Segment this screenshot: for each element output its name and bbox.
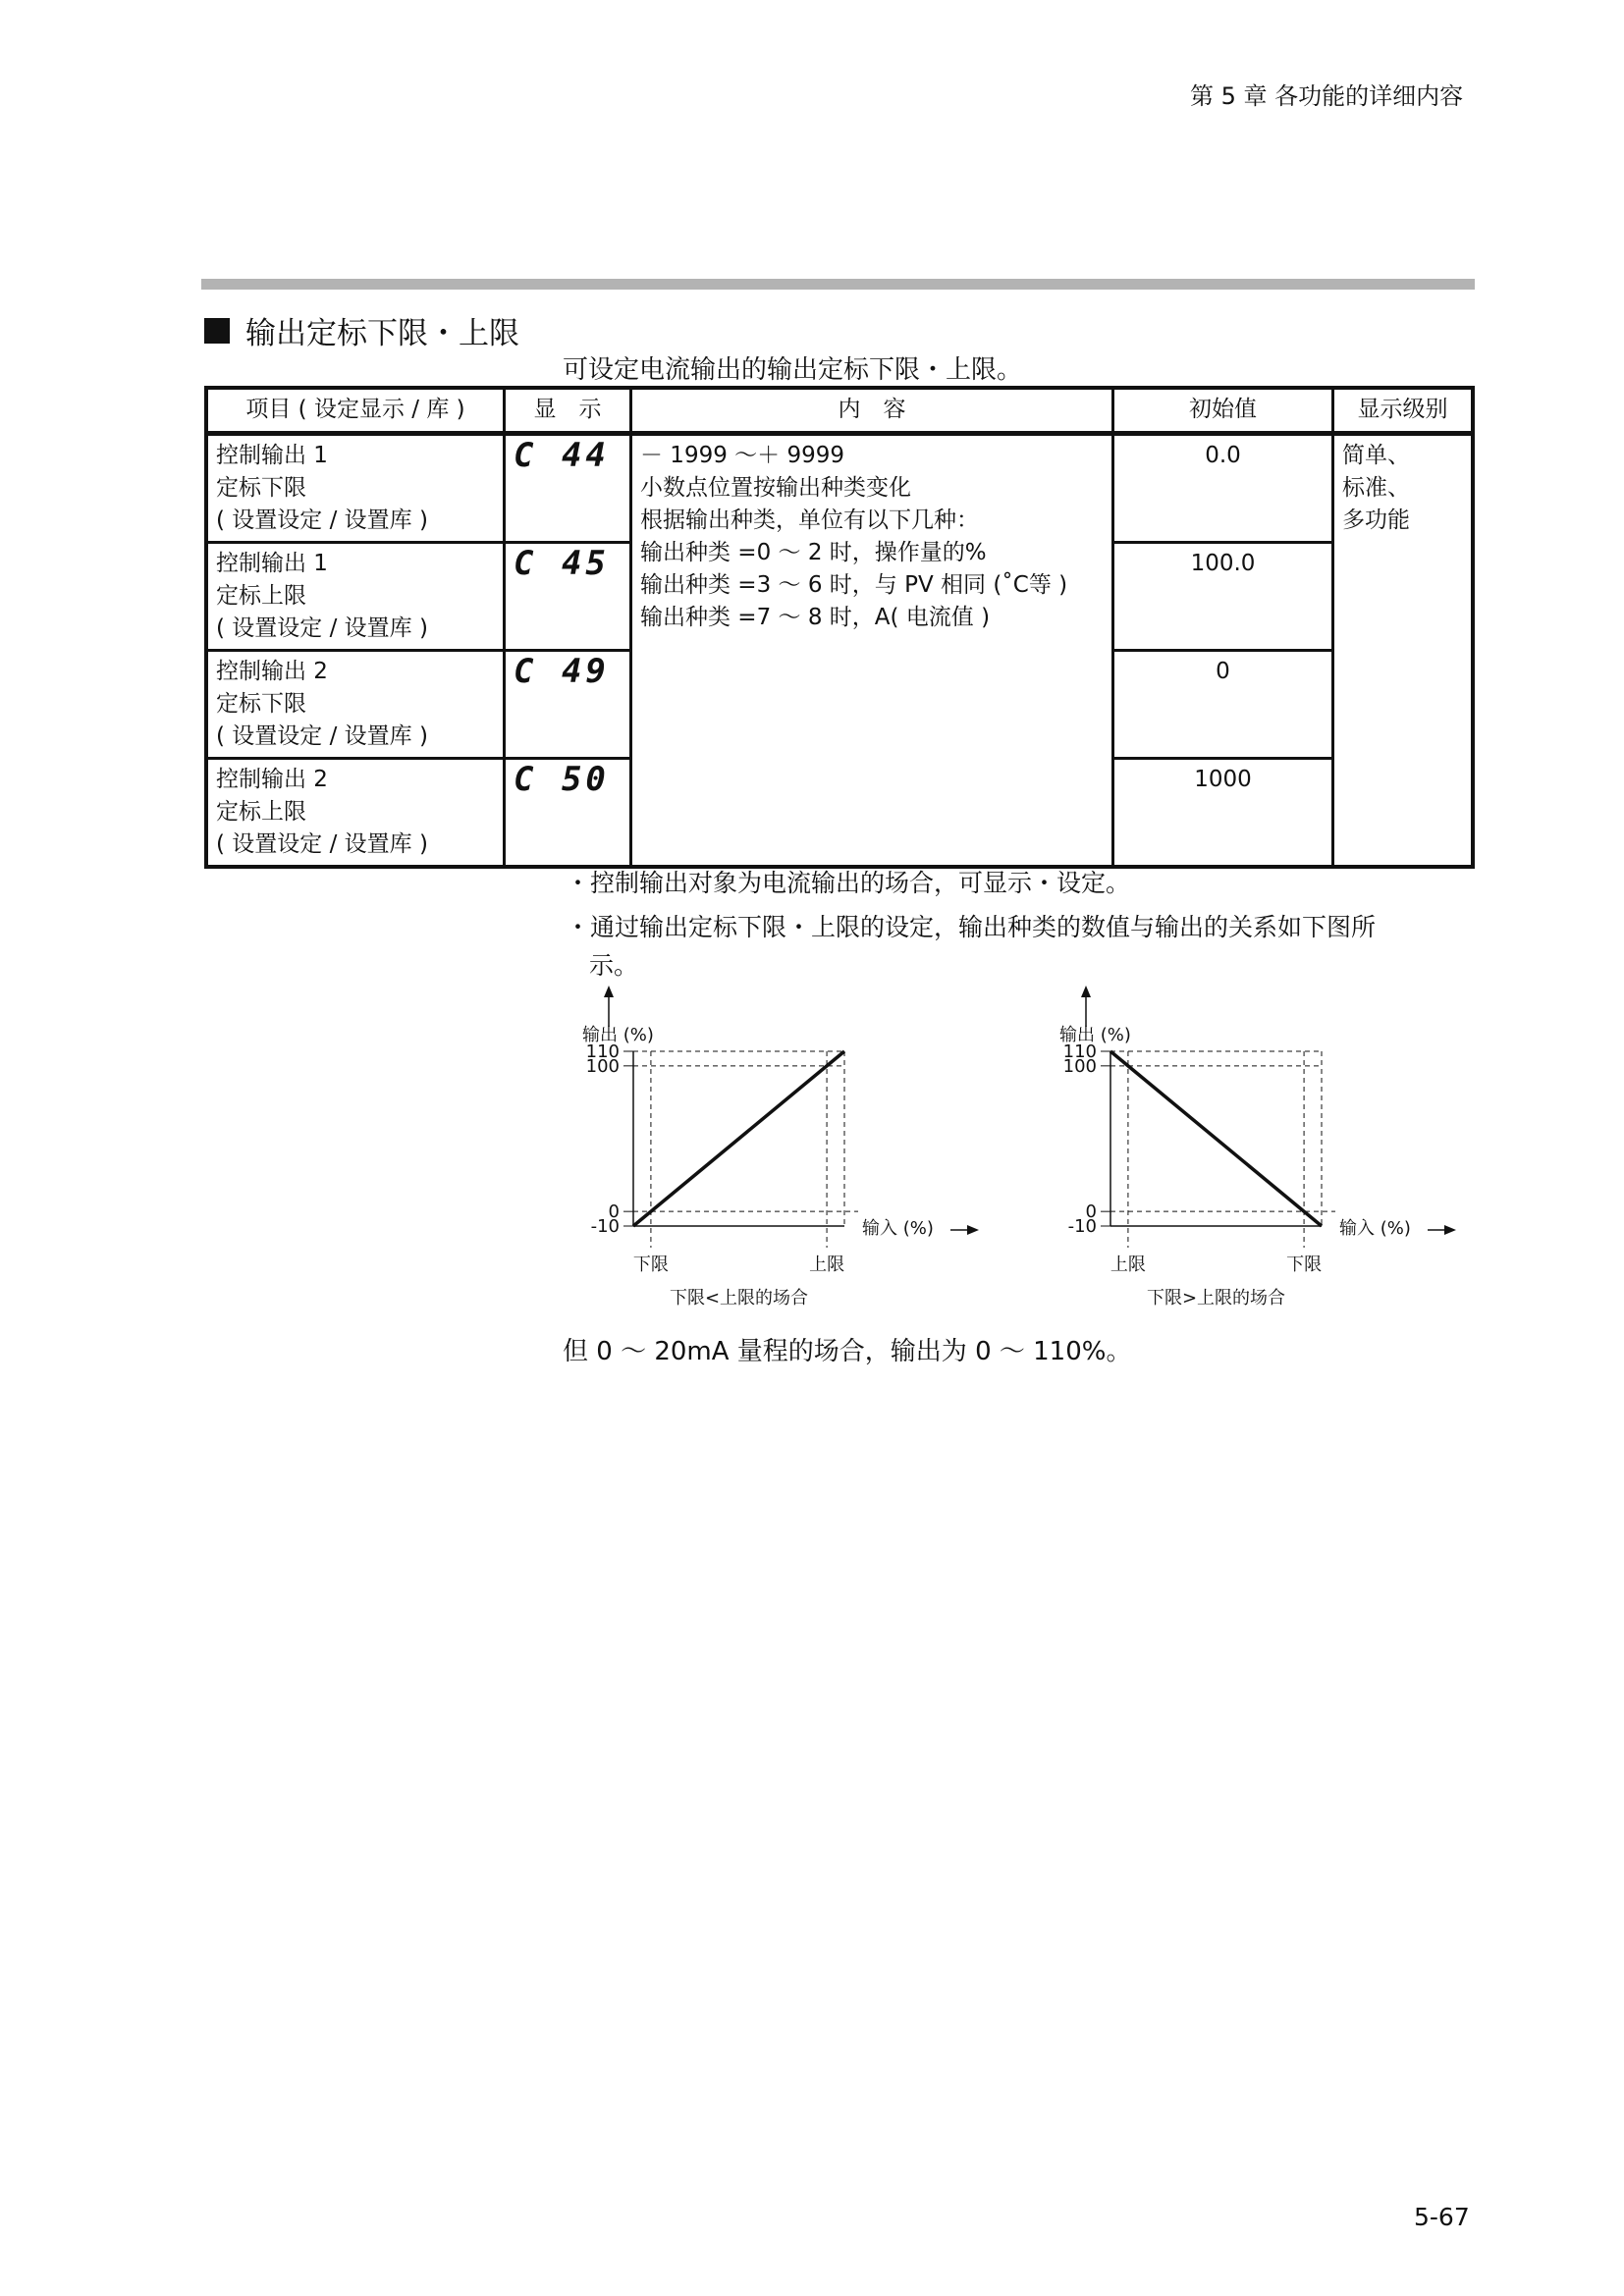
item-line: 定标上限 — [216, 799, 306, 825]
y-tick-label: 0 — [1085, 1201, 1097, 1223]
table-row — [206, 434, 1473, 543]
y-tick-label: -10 — [590, 1216, 620, 1237]
item-line: ( 设置设定 / 设置库 ) — [216, 507, 428, 533]
item-line: 控制输出 2 — [216, 767, 328, 792]
section-subtitle: 可设定电流输出的输出定标下限・上限。 — [563, 355, 1023, 385]
item-line: 控制输出 2 — [216, 659, 328, 684]
initial-value: 0.0 — [1113, 434, 1333, 543]
content-line: 输出种类 =0 ～ 2 时，操作量的% — [640, 540, 987, 565]
x-limit-label: 上限 — [809, 1255, 845, 1275]
section-title — [204, 308, 519, 352]
x-limit-label: 上限 — [1110, 1255, 1146, 1275]
chart-caption: 下限>上限的场合 — [1146, 1288, 1286, 1308]
content-line: 根据输出种类，单位有以下几种： — [640, 507, 979, 533]
page-number: 5-67 — [1414, 2203, 1470, 2231]
display-code: C 49 — [505, 651, 631, 759]
content-line: － 1999 ～＋ 9999 — [640, 443, 844, 468]
content-cell — [631, 434, 1113, 868]
item-line: 控制输出 1 — [216, 443, 328, 468]
content-line: 输出种类 =3 ～ 6 时，与 PV 相同 (˚C等 ) — [640, 572, 1068, 598]
chart-lower-gt-upper — [1042, 982, 1493, 1315]
x-arrow-icon — [1444, 1225, 1456, 1235]
item-line: 定标下限 — [216, 475, 306, 501]
y-arrow-icon — [1081, 986, 1091, 997]
y-tick-label: 100 — [585, 1055, 620, 1077]
bullet-2: ・通过输出定标下限・上限的设定，输出种类的数值与输出的关系如下图所 — [566, 913, 1377, 941]
item-cell — [206, 759, 505, 868]
range-note: 但 0 ～ 20mA 量程的场合，输出为 0 ～ 110%。 — [563, 1337, 1132, 1366]
chart-caption: 下限<上限的场合 — [669, 1288, 809, 1308]
x-arrow-icon — [967, 1225, 979, 1235]
y-tick-label: 100 — [1062, 1055, 1097, 1077]
bullet-2-cont: 示。 — [589, 951, 639, 980]
initial-value: 0 — [1113, 651, 1333, 759]
section-rule — [201, 279, 1475, 290]
y-tick-label: -10 — [1067, 1216, 1097, 1237]
x-limit-label: 下限 — [1286, 1255, 1323, 1275]
y-tick-label: 110 — [585, 1041, 620, 1062]
item-line: 控制输出 1 — [216, 551, 328, 576]
level-line: 多功能 — [1342, 507, 1410, 533]
content-line: 小数点位置按输出种类变化 — [640, 475, 911, 501]
header-initial: 初始值 — [1113, 388, 1333, 434]
item-line: 定标上限 — [216, 583, 306, 609]
item-line: ( 设置设定 / 设置库 ) — [216, 723, 428, 749]
y-tick-label: 0 — [608, 1201, 620, 1223]
x-axis-label: 输入 (%) — [1339, 1218, 1411, 1239]
x-axis-label: 输入 (%) — [862, 1218, 934, 1239]
level-line: 简单、 — [1342, 443, 1410, 468]
table-header-row — [206, 388, 1473, 434]
initial-value: 1000 — [1113, 759, 1333, 868]
square-bullet-icon — [204, 318, 230, 344]
header-level: 显示级别 — [1333, 388, 1474, 434]
item-cell — [206, 651, 505, 759]
display-code: C 45 — [505, 543, 631, 651]
y-axis-label: 输出 (%) — [582, 1025, 654, 1045]
item-cell — [206, 434, 505, 543]
item-cell — [206, 543, 505, 651]
parameter-table — [204, 386, 1475, 869]
y-arrow-icon — [604, 986, 614, 997]
x-limit-label: 下限 — [632, 1255, 669, 1275]
item-line: ( 设置设定 / 设置库 ) — [216, 615, 428, 641]
section-title-text: 输出定标下限・上限 — [245, 316, 519, 351]
bullet-1: ・控制输出对象为电流输出的场合，可显示・设定。 — [566, 869, 1131, 897]
initial-value: 100.0 — [1113, 543, 1333, 651]
header-content: 内 容 — [631, 388, 1113, 434]
y-axis-label: 输出 (%) — [1059, 1025, 1131, 1045]
display-code: C 44 — [505, 434, 631, 543]
y-tick-label: 110 — [1062, 1041, 1097, 1062]
display-code: C 50 — [505, 759, 631, 868]
content-line: 输出种类 =7 ～ 8 时，A( 电流值 ) — [640, 605, 991, 630]
chapter-header: 第 5 章 各功能的详细内容 — [1190, 82, 1464, 110]
item-line: 定标下限 — [216, 691, 306, 717]
level-line: 标准、 — [1342, 475, 1410, 501]
header-display: 显 示 — [505, 388, 631, 434]
item-line: ( 设置设定 / 设置库 ) — [216, 831, 428, 857]
chart-lower-lt-upper — [565, 982, 1016, 1315]
series-line — [1110, 1051, 1322, 1226]
header-item: 项目 ( 设定显示 / 库 ) — [206, 388, 505, 434]
level-cell — [1333, 434, 1474, 868]
series-line — [633, 1051, 844, 1226]
